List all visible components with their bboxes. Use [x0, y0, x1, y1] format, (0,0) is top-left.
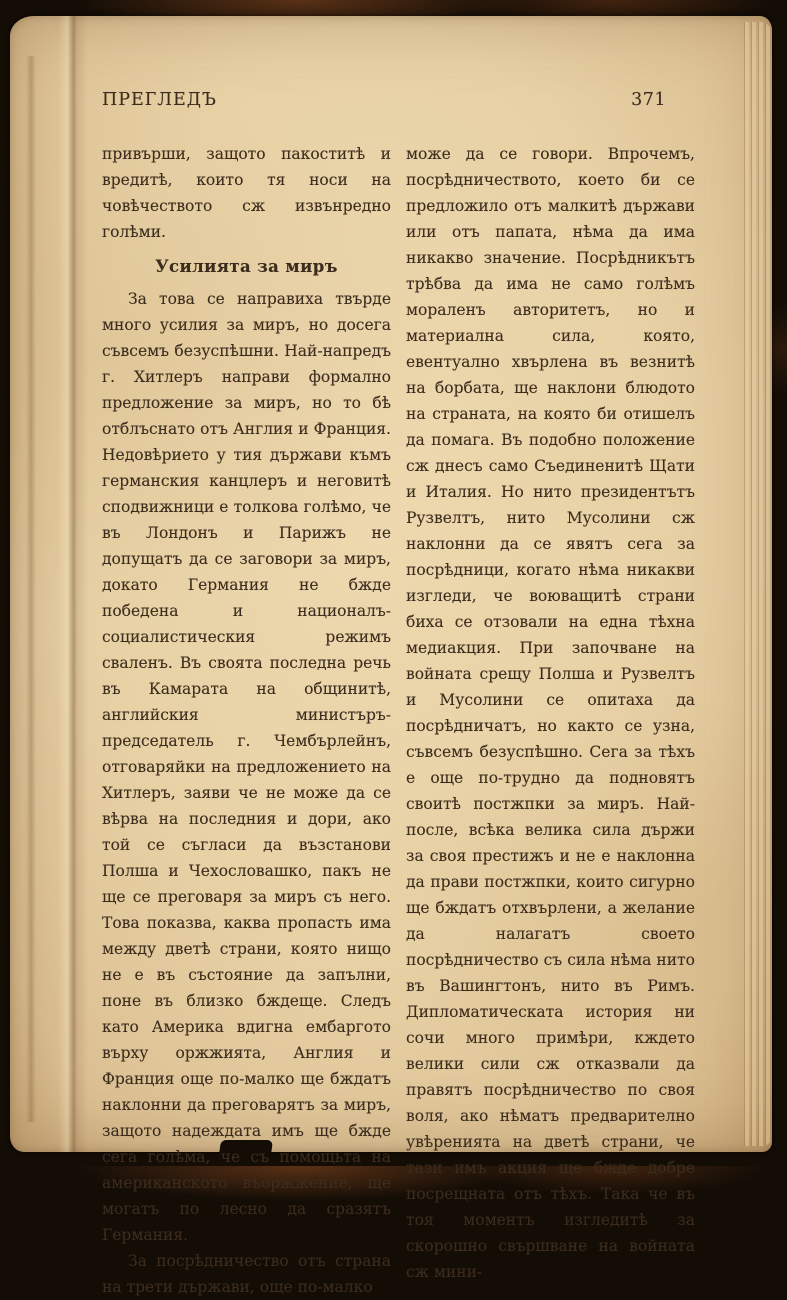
left-column-paragraph: За посрѣдничество отъ страна на трети държави, още по-малко [102, 1252, 391, 1296]
running-header-title: ПРЕГЛЕДЪ [102, 90, 217, 110]
page-crease [58, 16, 88, 1152]
left-column-paragraph: За това се направиха твърде много усилия за миръ, но досега съвсемъ безуспѣшни. Най-напредъ г. Хитлеръ направи формално предложение за миръ, но то бѣ отблъснато отъ Англия и Франция. Недовѣрието у тия държави къмъ германския канцлеръ и неговитѣ сподвижници е толкова голѣмо, че въ Лондонъ и Парижъ не допущатъ да се заговори за миръ, докато Германия не бжде победена и националъ-социалистическия режимъ сваленъ. Въ своята последна речь въ Камарата на общинитѣ, английския министъръ-председатель г. Чембърлейнъ, отговаряйки на предложението на Хитлеръ, заяви че не може да се вѣрва на последния и дори, ако той се съгласи да възстанови Полша и Чехословашко, пакъ не ще се преговаря за миръ съ него. Това показва, каква пропасть има между дветѣ страни, която нищо не е въ състояние да запълни, поне въ близко бждеще. Следъ като Америка вдигна ембаргото върху оржжията, Англия и Франция още по-малко ще бждатъ наклонни да преговарятъ за миръ, защото надеждата имъ ще бжде сега голѣма, че съ помощьта на американското въоржжение, ще могатъ по лесно да сразятъ Германия. [102, 290, 391, 1244]
right-column [406, 141, 695, 1300]
left-column-intro-paragraph: привърши, защото пакоститѣ и вредитѣ, които тя носи на човѣчеството сж извънредно голѣми. [102, 145, 391, 241]
right-column-paragraph: може да се говори. Впрочемъ, посрѣдничеството, което би се предложило отъ малкитѣ държави или отъ папата, нѣма да има никакво значение. Посрѣдникътъ трѣбва да има не само голѣмъ мораленъ авторитетъ, но и материална сила, която, евентуално хвърлена въ везнитѣ на борбата, ще наклони блюдото на страната, на която би отишелъ да помага. Въ подобно положение сж днесъ само Съединенитѣ Щати и Италия. Но нито президентътъ Рузвелтъ, нито Мусолини сж наклонни да се явятъ сега за посрѣдници, когато нѣма никакви изгледи, че воюващитѣ страни биха се отзовали на една тѣхна медиакция. При започване на войната срещу Полша и Рузвелтъ и Мусолини се опитаха да посрѣдничатъ, но както се узна, съвсемъ безуспѣшно. Сега за тѣхъ е още по-трудно да подновятъ своитѣ постжпки за миръ. Най-после, всѣка велика сила държи за своя престижъ и не е наклонна да прави постжпки, които сигурно ще бждатъ отхвърлени, а желание да налагатъ своето посрѣдничество съ сила нѣма нито въ Вашингтонъ, нито въ Римъ. Дипломатическата история ни сочи много примѣри, кждето велики сили сж отказвали да правятъ посрѣдничество по своя воля, ако нѣматъ предварително увѣренията на дветѣ страни, че тази имъ акция ще бжде добре посрещната отъ тѣхъ. Така че въ тоя моментъ изгледитѣ за скорошно свършване на войната сж мини- [406, 145, 695, 1281]
page-crease-faint [26, 56, 36, 1122]
left-column [102, 141, 391, 1300]
text-columns [102, 141, 696, 1300]
section-heading: Усилията за миръ [155, 257, 338, 276]
book-page-paper [10, 16, 772, 1296]
page-edge-stack [742, 22, 772, 1146]
page-number: 371 [631, 90, 666, 110]
printed-content [102, 90, 696, 1300]
running-header [102, 90, 696, 110]
